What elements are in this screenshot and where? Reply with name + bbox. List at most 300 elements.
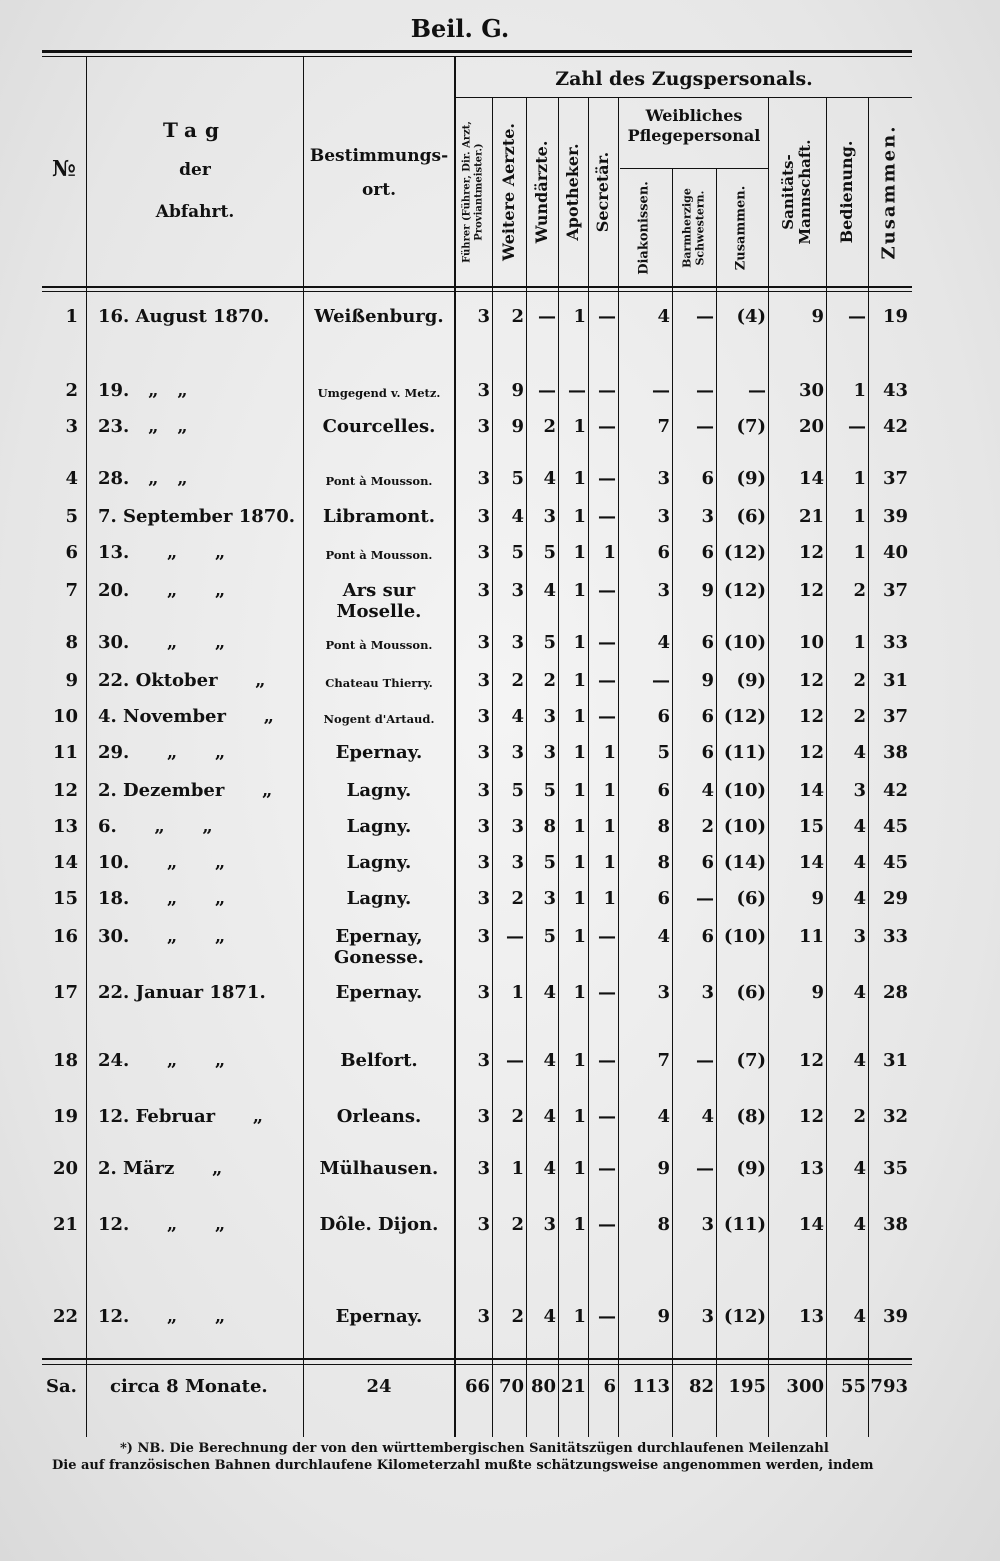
staff-count: (12) [723, 706, 766, 727]
staff-count: 13 [798, 1306, 824, 1327]
staff-count: 4 [543, 982, 556, 1003]
staff-count: 6 [657, 706, 670, 727]
staff-count: 6 [701, 468, 714, 489]
footnote-line-1: *) NB. Die Berechnung der von den württembergischen Sanitätszügen durchlaufenen Meilenzahl [120, 1441, 829, 1456]
departure-date: 10. „ „ [98, 852, 226, 873]
staff-count: — [598, 632, 616, 653]
staff-count: 2 [511, 888, 524, 909]
staff-count: 3 [477, 852, 490, 873]
staff-count: 9 [511, 416, 524, 437]
total-count: 55 [840, 1376, 866, 1397]
staff-count: 2 [853, 1106, 866, 1127]
staff-count: 14 [798, 780, 824, 801]
staff-count: 3 [477, 926, 490, 947]
staff-count: 35 [882, 1158, 908, 1179]
destination: Ars sur Moselle. [336, 580, 422, 622]
departure-date: 28. „ „ [98, 468, 188, 489]
staff-count: 4 [853, 888, 866, 909]
staff-count: — [598, 1306, 616, 1327]
staff-count: 12 [798, 1050, 824, 1071]
staff-count: 4 [853, 1050, 866, 1071]
staff-count: 5 [511, 780, 524, 801]
departure-date: 19. „ „ [98, 380, 188, 401]
staff-count: 12 [798, 580, 824, 601]
staff-count: 4 [853, 1214, 866, 1235]
departure-date: 18. „ „ [98, 888, 226, 909]
staff-count: 1 [573, 670, 586, 691]
staff-count: 4 [853, 742, 866, 763]
staff-count: — [598, 1158, 616, 1179]
col-line [588, 97, 589, 1437]
row-number: 1 [65, 306, 78, 327]
staff-count: — [696, 416, 714, 437]
total-count: 82 [688, 1376, 714, 1397]
staff-count: 4 [543, 1306, 556, 1327]
staff-count: 31 [882, 670, 908, 691]
staff-count: 2 [511, 670, 524, 691]
destination: Mülhausen. [319, 1158, 439, 1179]
staff-count: — [696, 306, 714, 327]
departure-date: 23. „ „ [98, 416, 188, 437]
staff-count: 7 [657, 416, 670, 437]
departure-date: 13. „ „ [98, 542, 226, 563]
staff-count: 3 [511, 852, 524, 873]
staff-count: 1 [573, 1214, 586, 1235]
staff-count: 3 [511, 580, 524, 601]
total-label: Sa. [46, 1376, 77, 1397]
destination: Umgegend v. Metz. [317, 386, 441, 400]
staff-count: 28 [882, 982, 908, 1003]
destination: Libramont. [323, 506, 435, 527]
staff-count: — [848, 306, 866, 327]
page-title: Beil. G. [410, 14, 510, 43]
staff-count: 9 [511, 380, 524, 401]
staff-count: 6 [657, 542, 670, 563]
header-dest-1: Bestimmungs- [309, 146, 449, 166]
row-number: 17 [52, 982, 78, 1003]
staff-count: 8 [657, 816, 670, 837]
staff-count: 39 [882, 1306, 908, 1327]
row-number: 3 [65, 416, 78, 437]
staff-count: 4 [657, 306, 670, 327]
total-dest-count: 24 [366, 1376, 392, 1397]
staff-count: 2 [853, 706, 866, 727]
col-line [672, 168, 673, 1437]
staff-count: 38 [882, 1214, 908, 1235]
staff-count: 5 [511, 542, 524, 563]
staff-count: 4 [657, 1106, 670, 1127]
row-number: 18 [52, 1050, 78, 1071]
staff-count: 3 [657, 580, 670, 601]
staff-count: 5 [543, 852, 556, 873]
staff-count: 11 [798, 926, 824, 947]
staff-count: 3 [477, 1214, 490, 1235]
staff-count: 2 [511, 1306, 524, 1327]
col-line [86, 57, 87, 1437]
footnote-line-2: Die auf französischen Bahnen durchlaufene Kilometerzahl mußte schätzungsweise angenommen werden, indem [52, 1458, 874, 1473]
staff-count: 3 [477, 780, 490, 801]
staff-count: (14) [723, 852, 766, 873]
staff-count: 14 [798, 1214, 824, 1235]
staff-count: 43 [882, 380, 908, 401]
staff-count: — [568, 380, 586, 401]
staff-count: 30 [798, 380, 824, 401]
row-number: 2 [65, 380, 78, 401]
departure-date: 20. „ „ [98, 580, 226, 601]
document-page: Beil. G. № Tag der Abfahrt. Bestimmungs- ort. Zahl des Zugspersonals. Weibliches Pflegepersonal Führer (Führer, Dir. Arzt, Proviantmeister.) Weitere Aerzte. Wundärzte. Apotheker. Secretär. Diakonissen. Barmherzige Schwestern. Zusammen. Sanitäts-Mannschaft. Bedienung. Zusammen. 1 16. August 1870. Weißenburg. 3 2 — 1 — 4 — (4) 9 — 19 2 19. „ „ Umgegend v. Metz. 3 9 — — — — — — 30 1 43 3 23. „ „ Courcelles. 3 9 2 1 — 7 — (7) 20 — 42 4 28. „ „ Pont à Mousson. 3 5 4 1 — 3 6 (9) 14 1 37 5 7. September 1870. Libramont. 3 4 3 1 — 3 3 (6) 21 1 39 6 13. „ „ Pont à Mousson. 3 5 5 1 1 6 6 (12) 12 1 40 7 20. „ „ Ars sur Moselle. 3 3 4 1 — 3 9 (12) 12 2 37 8 30. „ „ Pont à Mousson. 3 3 5 1 — 4 6 (10) 10 1 33 9 22. Oktober „ Chateau Thierry. 3 2 2 1 — — 9 (9) 12 2 31 10 4. November „ Nogent d'Artaud. 3 4 3 1 — 6 6 (12) 12 2 37 11 29. „ „ Epernay. 3 3 3 1 1 5 6 (11) 12 4 38 12 2. Dezember „ Lagny. 3 5 5 1 1 6 4 (10) 14 3 42 13 6. „ „ Lagny. 3 3 8 1 1 8 2 (10) 15 4 45 14 10. „ „ Lagny. 3 3 5 1 1 8 6 (14) 14 4 45 15 18. „ „ Lagny. 3 2 3 1 1 6 — (6) 9 4 29 16 30. „ „ Epernay, Gonesse. 3 — 5 1 — 4 6 (10) 11 3 33 17 22. Januar 1871. Epernay. 3 1 4 1 — 3 3 (6) 9 4 28 18 24. „ „ Belfort. 3 — 4 1 — 7 — (7) 12 4 31 19 12. Februar „ Orleans. 3 2 4 1 — 4 4 (8) 12 2 32 20 2. März „ Mülhausen. 3 1 4 1 — 9 — (9) 13 4 35 21 12. „ „ Dôle. Dijon. 3 2 3 1 — 8 3 (11) 14 4 38 22 12. „ „ Epernay. 3 2 4 1 — 9 3 (12) 13 4 39 Sa. circa 8 Monate. 24 66 70 80 21 6 113 82 195 300 55 793 *) NB. Die Berechnung der von den württembergischen Sanitätszügen durchlaufenen Meilenzahl Die auf französischen Bahnen durchlaufene Kilometerzahl mußte schätzungsweise angenommen werden, indem [0, 0, 1000, 1561]
row-number: 5 [65, 506, 78, 527]
staff-count: 4 [511, 706, 524, 727]
staff-count: 3 [543, 706, 556, 727]
destination: Epernay, Gonesse. [334, 926, 424, 968]
staff-count: 4 [701, 1106, 714, 1127]
destination: Pont à Mousson. [325, 548, 433, 562]
staff-count: 3 [477, 416, 490, 437]
staff-count: 3 [477, 468, 490, 489]
staff-count: 32 [882, 1106, 908, 1127]
staff-count: 45 [882, 816, 908, 837]
staff-count: 3 [701, 982, 714, 1003]
header-date-2: der [179, 160, 211, 180]
staff-count: 1 [853, 506, 866, 527]
staff-count: 37 [882, 468, 908, 489]
staff-count: 3 [477, 1106, 490, 1127]
staff-count: 4 [853, 982, 866, 1003]
row-number: 15 [52, 888, 78, 909]
header-dest-2: ort. [361, 180, 397, 200]
staff-count: 6 [701, 632, 714, 653]
staff-count: 4 [543, 580, 556, 601]
total-count: 80 [530, 1376, 556, 1397]
staff-count: — [696, 380, 714, 401]
staff-count: 1 [603, 852, 616, 873]
staff-count: 3 [477, 706, 490, 727]
total-count: 195 [728, 1376, 766, 1397]
staff-count: 3 [477, 982, 490, 1003]
row-number: 7 [65, 580, 78, 601]
destination: Pont à Mousson. [325, 638, 433, 652]
staff-count: 33 [882, 632, 908, 653]
staff-count: 3 [543, 506, 556, 527]
staff-count: 2 [853, 580, 866, 601]
staff-count: 29 [882, 888, 908, 909]
departure-date: 2. Dezember „ [98, 780, 273, 801]
staff-count: — [506, 1050, 524, 1071]
row-number: 16 [52, 926, 78, 947]
staff-count: 20 [798, 416, 824, 437]
row-number: 20 [52, 1158, 78, 1179]
staff-count: 4 [543, 1106, 556, 1127]
staff-count: 6 [657, 780, 670, 801]
staff-count: — [748, 380, 766, 401]
header-female-group: Weibliches Pflegepersonal [627, 106, 761, 145]
staff-count: — [696, 1158, 714, 1179]
staff-count: 6 [701, 542, 714, 563]
total-count: 70 [498, 1376, 524, 1397]
destination: Weißenburg. [314, 306, 444, 327]
staff-count: — [538, 306, 556, 327]
staff-count: 12 [798, 670, 824, 691]
staff-count: 3 [477, 506, 490, 527]
staff-count: 3 [511, 632, 524, 653]
staff-count: (7) [736, 416, 766, 437]
total-count: 300 [786, 1376, 824, 1397]
staff-count: 39 [882, 506, 908, 527]
staff-count: 4 [657, 632, 670, 653]
staff-count: 15 [798, 816, 824, 837]
staff-count: 1 [573, 852, 586, 873]
staff-count: 12 [798, 542, 824, 563]
staff-count: (6) [736, 506, 766, 527]
staff-count: 1 [573, 632, 586, 653]
staff-count: (4) [736, 306, 766, 327]
staff-count: 1 [573, 506, 586, 527]
staff-count: 6 [701, 852, 714, 873]
staff-count: 2 [511, 1106, 524, 1127]
staff-count: 12 [798, 706, 824, 727]
col-line [558, 97, 559, 1437]
staff-count: 1 [573, 1106, 586, 1127]
row-number: 11 [52, 742, 78, 763]
staff-count: 5 [543, 926, 556, 947]
destination: Orleans. [336, 1106, 422, 1127]
staff-count: 3 [477, 632, 490, 653]
staff-count: 45 [882, 852, 908, 873]
staff-count: 3 [543, 888, 556, 909]
destination: Lagny. [346, 852, 412, 873]
staff-count: (8) [736, 1106, 766, 1127]
staff-count: 42 [882, 416, 908, 437]
staff-count: 1 [573, 742, 586, 763]
staff-count: (10) [723, 632, 766, 653]
destination: Epernay. [335, 982, 423, 1003]
staff-count: (10) [723, 926, 766, 947]
destination: Lagny. [346, 780, 412, 801]
staff-count: (9) [736, 1158, 766, 1179]
staff-count: 12 [798, 1106, 824, 1127]
staff-count: 3 [477, 888, 490, 909]
destination: Courcelles. [322, 416, 436, 437]
staff-count: — [598, 1050, 616, 1071]
departure-date: 12. Februar „ [98, 1106, 264, 1127]
staff-count: 3 [657, 982, 670, 1003]
departure-date: 29. „ „ [98, 742, 226, 763]
top-rule [42, 50, 912, 53]
staff-count: — [598, 580, 616, 601]
departure-date: 4. November „ [98, 706, 274, 727]
destination: Pont à Mousson. [325, 474, 433, 488]
staff-count: — [598, 306, 616, 327]
staff-count: — [598, 380, 616, 401]
destination: Dôle. Dijon. [319, 1214, 439, 1235]
total-count: 6 [603, 1376, 616, 1397]
destination: Belfort. [340, 1050, 418, 1071]
total-top-rule [42, 1358, 912, 1360]
col-line [492, 97, 493, 1437]
staff-count: 9 [657, 1158, 670, 1179]
staff-count: 3 [477, 670, 490, 691]
staff-count: 3 [477, 1158, 490, 1179]
staff-count: — [696, 1050, 714, 1071]
staff-count: (12) [723, 580, 766, 601]
staff-count: 9 [701, 580, 714, 601]
col-line [303, 57, 304, 1437]
staff-count: 2 [543, 670, 556, 691]
staff-count: 5 [543, 632, 556, 653]
staff-count: — [538, 380, 556, 401]
staff-count: — [598, 506, 616, 527]
staff-count: 10 [798, 632, 824, 653]
staff-count: — [652, 670, 670, 691]
staff-count: 4 [511, 506, 524, 527]
staff-count: 42 [882, 780, 908, 801]
staff-count: (10) [723, 816, 766, 837]
staff-count: (10) [723, 780, 766, 801]
staff-count: 4 [853, 1158, 866, 1179]
header-bottom-rule-thin [42, 291, 912, 292]
col-line [826, 97, 827, 1437]
departure-date: 24. „ „ [98, 1050, 226, 1071]
staff-count: 13 [798, 1158, 824, 1179]
staff-count: 3 [477, 306, 490, 327]
staff-count: (9) [736, 670, 766, 691]
staff-count: 2 [511, 306, 524, 327]
header-no: № [52, 156, 76, 182]
staff-count: 37 [882, 706, 908, 727]
row-number: 10 [52, 706, 78, 727]
staff-count: 1 [603, 888, 616, 909]
row-number: 21 [52, 1214, 78, 1235]
col-line [526, 97, 527, 1437]
staff-count: (6) [736, 982, 766, 1003]
staff-count: (6) [736, 888, 766, 909]
departure-date: 2. März „ [98, 1158, 223, 1179]
destination: Lagny. [346, 888, 412, 909]
staff-count: 3 [477, 542, 490, 563]
destination: Epernay. [335, 742, 423, 763]
staff-count: 1 [573, 982, 586, 1003]
staff-count: — [598, 1106, 616, 1127]
row-number: 4 [65, 468, 78, 489]
row-number: 12 [52, 780, 78, 801]
staff-count: 1 [603, 816, 616, 837]
staff-count: 3 [477, 580, 490, 601]
departure-date: 22. Januar 1871. [98, 982, 266, 1003]
staff-count: 1 [603, 780, 616, 801]
staff-count: 1 [573, 1050, 586, 1071]
destination: Chateau Thierry. [325, 676, 433, 690]
staff-count: 14 [798, 852, 824, 873]
staff-count: 6 [701, 926, 714, 947]
destination: Lagny. [346, 816, 412, 837]
staff-count: 4 [853, 852, 866, 873]
staff-count: — [598, 926, 616, 947]
total-count: 21 [560, 1376, 586, 1397]
staff-count: 9 [811, 888, 824, 909]
staff-count: 1 [573, 780, 586, 801]
staff-count: (7) [736, 1050, 766, 1071]
total-top-rule-thin [42, 1364, 912, 1365]
staff-count: 4 [543, 1050, 556, 1071]
group-rule [455, 97, 912, 98]
staff-count: 4 [543, 1158, 556, 1179]
staff-count: 2 [543, 416, 556, 437]
staff-count: 1 [853, 542, 866, 563]
staff-count: — [598, 982, 616, 1003]
staff-count: (12) [723, 542, 766, 563]
staff-count: — [598, 468, 616, 489]
header-date-1: Tag [163, 118, 227, 142]
staff-count: 4 [657, 926, 670, 947]
destination: Nogent d'Artaud. [323, 712, 435, 726]
top-rule-thin [42, 56, 912, 57]
row-number: 19 [52, 1106, 78, 1127]
staff-count: 8 [657, 1214, 670, 1235]
staff-count: 12 [798, 742, 824, 763]
staff-count: — [598, 1214, 616, 1235]
col-line [716, 168, 717, 1437]
row-number: 8 [65, 632, 78, 653]
staff-count: 6 [657, 888, 670, 909]
staff-count: 4 [543, 468, 556, 489]
staff-count: 3 [477, 816, 490, 837]
staff-count: 3 [701, 1306, 714, 1327]
departure-date: 6. „ „ [98, 816, 213, 837]
staff-count: (9) [736, 468, 766, 489]
staff-count: 3 [657, 468, 670, 489]
row-number: 6 [65, 542, 78, 563]
staff-count: 7 [657, 1050, 670, 1071]
staff-count: 1 [853, 632, 866, 653]
staff-count: 3 [511, 816, 524, 837]
staff-count: 38 [882, 742, 908, 763]
row-number: 22 [52, 1306, 78, 1327]
female-group-rule [620, 168, 768, 169]
staff-count: 14 [798, 468, 824, 489]
row-number: 13 [52, 816, 78, 837]
col-line [618, 97, 619, 1437]
staff-count: — [598, 670, 616, 691]
staff-count: 19 [882, 306, 908, 327]
staff-count: — [696, 888, 714, 909]
staff-count: 1 [603, 742, 616, 763]
staff-count: 4 [853, 816, 866, 837]
staff-count: 3 [477, 1050, 490, 1071]
staff-count: 1 [573, 816, 586, 837]
staff-count: 3 [657, 506, 670, 527]
staff-count: 1 [573, 926, 586, 947]
staff-count: 40 [882, 542, 908, 563]
staff-count: 2 [701, 816, 714, 837]
total-count: 793 [870, 1376, 908, 1397]
staff-count: — [598, 706, 616, 727]
staff-count: 3 [477, 380, 490, 401]
staff-count: 37 [882, 580, 908, 601]
staff-count: 1 [573, 580, 586, 601]
total-count: 113 [632, 1376, 670, 1397]
departure-date: 12. „ „ [98, 1306, 226, 1327]
staff-count: — [598, 416, 616, 437]
staff-count: (12) [723, 1306, 766, 1327]
staff-count: 8 [657, 852, 670, 873]
staff-count: 31 [882, 1050, 908, 1071]
staff-count: 3 [853, 780, 866, 801]
staff-count: 1 [853, 468, 866, 489]
staff-count: 8 [543, 816, 556, 837]
departure-date: 22. Oktober „ [98, 670, 266, 691]
staff-count: — [848, 416, 866, 437]
staff-count: 9 [701, 670, 714, 691]
